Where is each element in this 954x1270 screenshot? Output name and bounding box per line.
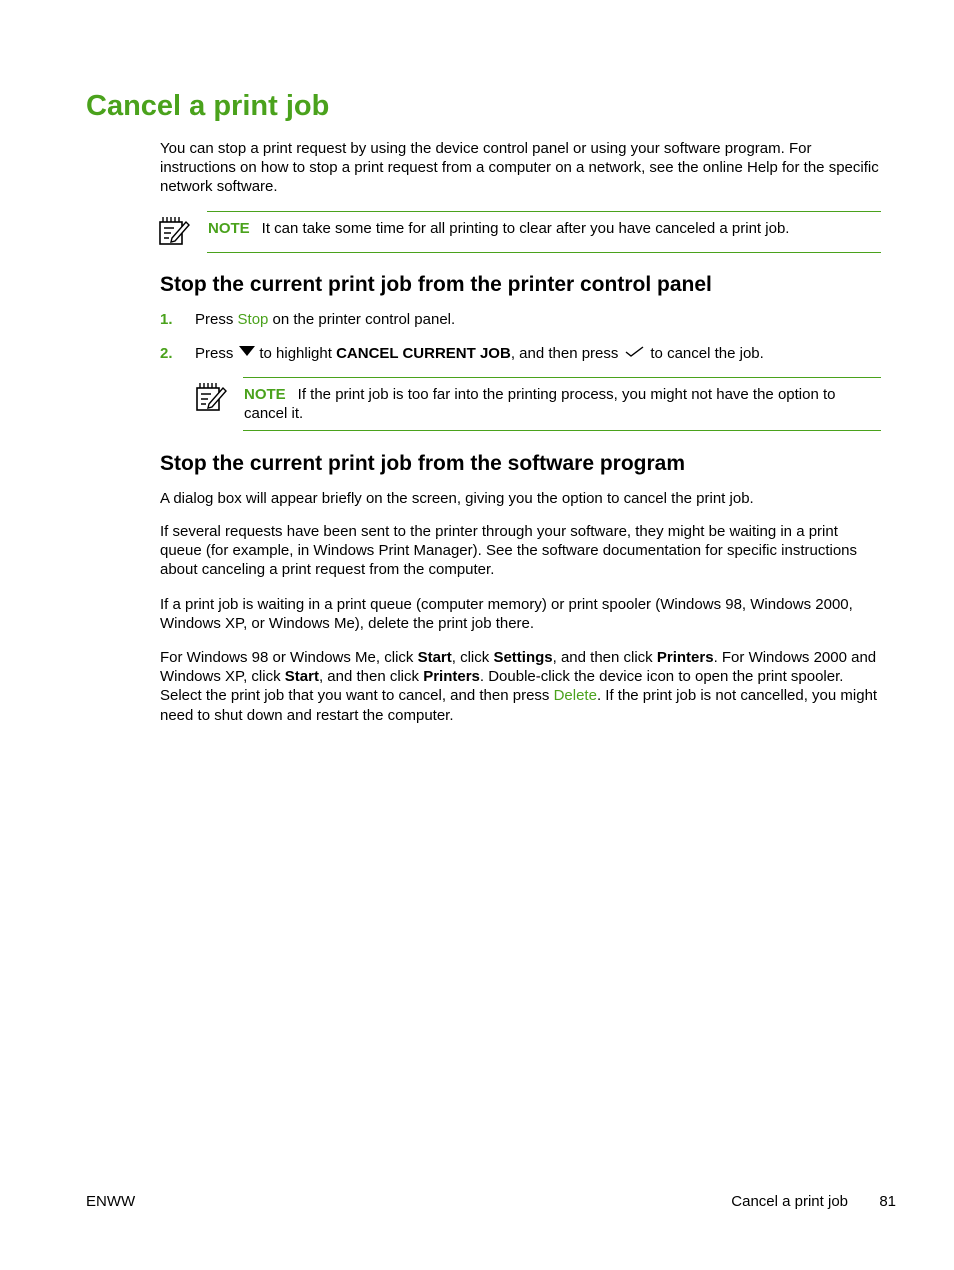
note-text: It can take some time for all printing to clear after you have canceled a print job. [261, 220, 790, 237]
intro-paragraph: You can stop a print request by using the device control panel or using your software program. For instructions on how to stop a print request from a computer on a network, see the online Help for the specific network software. [160, 140, 879, 196]
footer-left: ENWW [86, 1193, 136, 1210]
paragraph: For Windows 98 or Windows Me, click Start, click Settings, and then click Printers. For Windows 2000 and Windows XP, click Start, and then click Printers. Double-click the device icon to open the print spooler. Select the print job that you want to cancel, and then press Delete. If the print job is not cancelled, you might need to shut down and restart the computer. [160, 649, 878, 724]
section-heading-control-panel: Stop the current print job from the printer control panel [160, 273, 712, 296]
paragraph: If several requests have been sent to the printer through your software, they might be waiting in a print queue (for example, in Windows Print Manager). See the software documentation for specific instructions about canceling a print request from the computer. [160, 523, 858, 579]
checkmark-icon [624, 345, 646, 359]
note-icon [158, 214, 190, 246]
note-text: If the print job is too far into the printing process, you might not have the option to cancel it. [244, 386, 836, 423]
down-arrow-icon [239, 346, 255, 356]
note-label: NOTE [208, 220, 250, 237]
step-number: 2. [160, 345, 173, 362]
page-title: Cancel a print job [86, 90, 330, 122]
section-heading-software: Stop the current print job from the software program [160, 452, 686, 475]
note-box [243, 377, 881, 431]
paragraph: A dialog box will appear briefly on the screen, giving you the option to cancel the print job. [160, 490, 754, 507]
step-number: 1. [160, 311, 173, 328]
delete-button-reference: Delete [553, 687, 597, 705]
note-label: NOTE [244, 386, 286, 403]
paragraph: If a print job is waiting in a print queue (computer memory) or print spooler (Windows 98, Windows 2000, Windows XP, or Windows Me), delete the print job there. [160, 596, 853, 633]
note-icon [195, 380, 227, 412]
note-box [207, 211, 881, 253]
footer-section-title: Cancel a print job [731, 1193, 848, 1210]
stop-button-reference: Stop [237, 311, 269, 328]
page-number: 81 [879, 1193, 896, 1210]
